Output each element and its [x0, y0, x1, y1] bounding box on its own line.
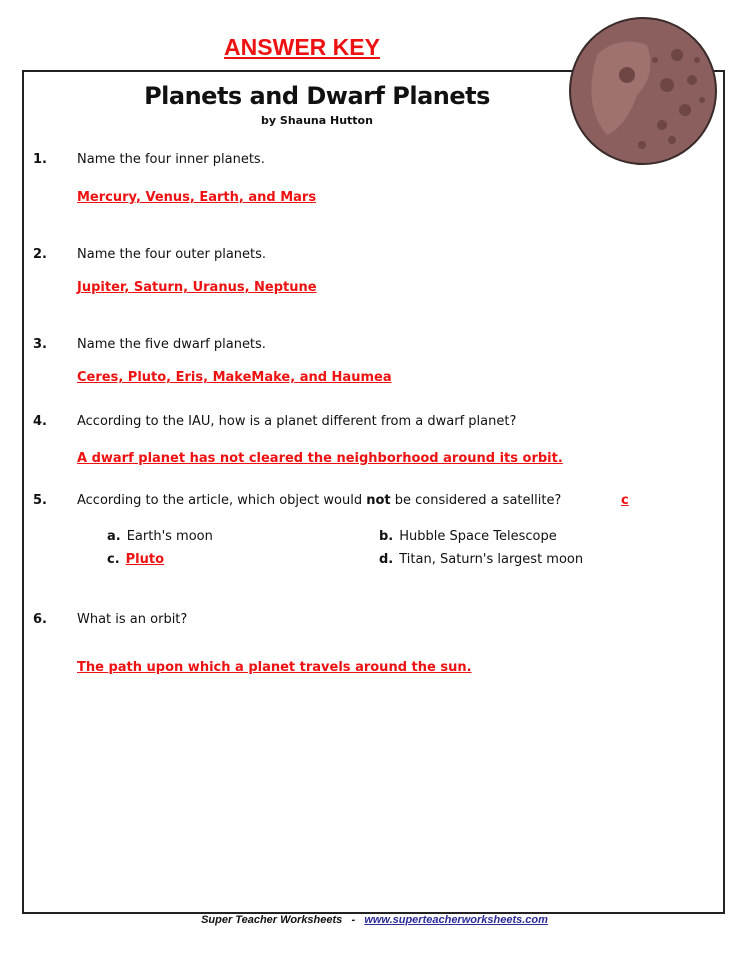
answer-text: Jupiter, Saturn, Uranus, Neptune — [77, 280, 317, 295]
option-d: d. Titan, Saturn's largest moon — [379, 552, 584, 567]
option-c: c. Pluto — [107, 552, 165, 567]
question-text: What is an orbit? — [77, 612, 188, 627]
answer-text: A dwarf planet has not cleared the neighborhood around its orbit. — [77, 451, 563, 466]
answer-text: Ceres, Pluto, Eris, MakeMake, and Haumea — [77, 370, 392, 385]
question-number: 4. — [33, 414, 47, 429]
question-number: 5. — [33, 493, 47, 508]
worksheet-title: Planets and Dwarf Planets — [144, 82, 490, 110]
author-byline: by Shauna Hutton — [261, 114, 373, 127]
option-a: a. Earth's moon — [107, 529, 213, 544]
answer-text: The path upon which a planet travels around the sun. — [77, 660, 472, 675]
question-text-post: be considered a satellite? — [390, 493, 562, 508]
question-text-pre: According to the article, which object would — [77, 493, 367, 508]
question-text: Name the five dwarf planets. — [77, 337, 266, 352]
question-number: 6. — [33, 612, 47, 627]
footer-separator: - — [351, 914, 356, 926]
footer — [0, 914, 749, 926]
answer-text: c — [621, 493, 629, 508]
question-text-emphasis: not — [366, 493, 391, 508]
question-number: 2. — [33, 247, 47, 262]
option-b: b. Hubble Space Telescope — [379, 529, 557, 544]
question-text — [77, 493, 561, 508]
question-text: According to the IAU, how is a planet different from a dwarf planet? — [77, 414, 517, 429]
answer-text: Mercury, Venus, Earth, and Mars — [77, 190, 317, 205]
question-text: Name the four inner planets. — [77, 152, 265, 167]
question-text: Name the four outer planets. — [77, 247, 267, 262]
answer-key-heading: ANSWER KEY — [224, 34, 380, 60]
footer-brand: Super Teacher Worksheets — [201, 914, 343, 926]
question-number: 1. — [33, 152, 47, 167]
question-number: 3. — [33, 337, 47, 352]
footer-website-link[interactable]: www.superteacherworksheets.com — [364, 914, 548, 926]
